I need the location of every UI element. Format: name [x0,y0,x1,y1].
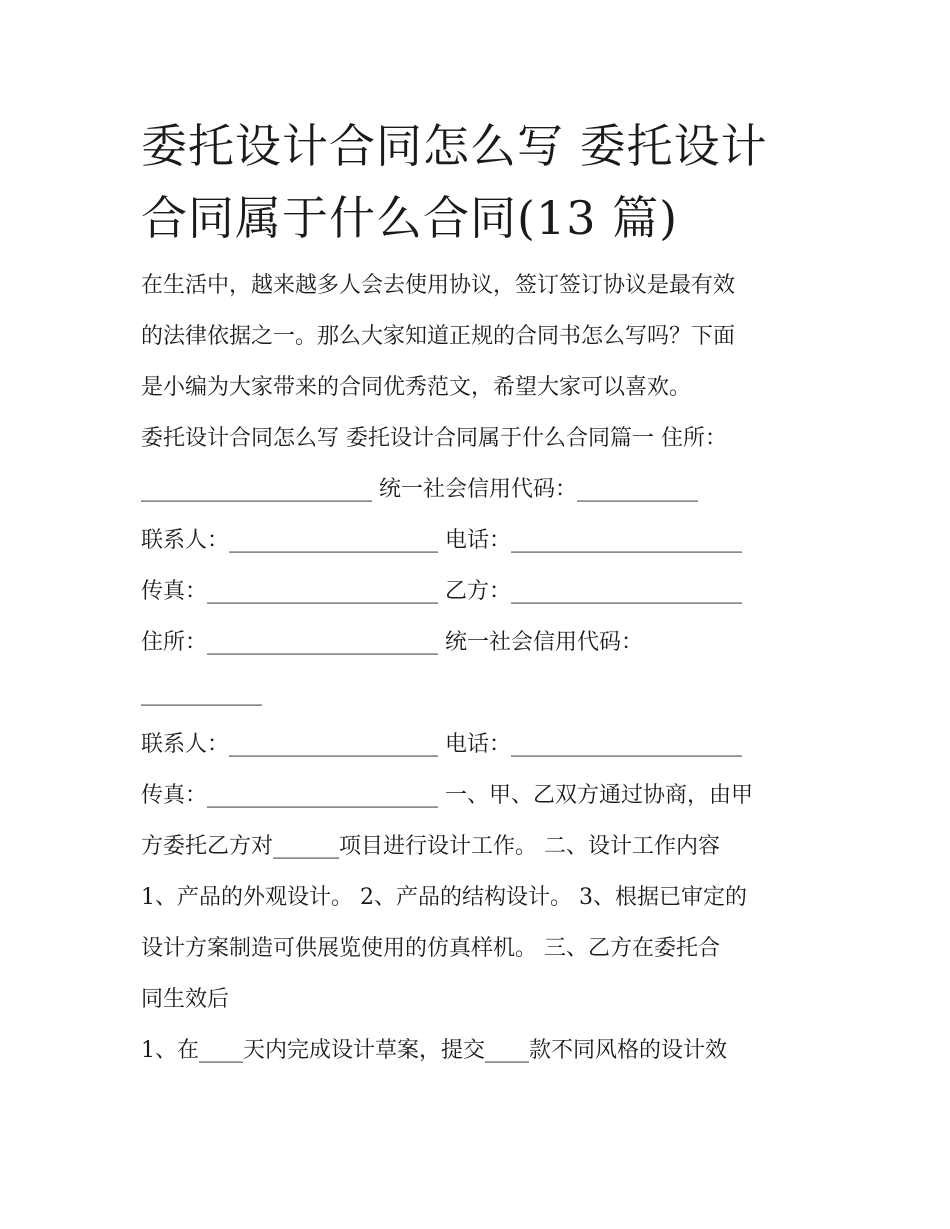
title-line-2: 合同属于什么合同(13 篇) [141,191,679,245]
body-line: 设计方案制造可供展览使用的仿真样机。 三、乙方在委托合 [141,936,720,961]
body-line: ___________ [141,681,262,706]
body-line: 住所：_____________________ 统一社会信用代码： [141,630,643,655]
body-line: 同生效后 [141,987,230,1012]
body-line: 联系人：___________________ 电话：_____________________ [141,732,742,757]
body-line: 传真：_____________________ 乙方：_____________________ [141,579,742,604]
body-line: 委托设计合同怎么写 委托设计合同属于什么合同篇一 住所： [141,426,727,451]
body-line: 方委托乙方对______项目进行设计工作。 二、设计工作内容 [141,834,720,859]
body-line: 联系人：___________________ 电话：_____________________ [141,528,742,553]
body-line: 的法律依据之一。那么大家知道正规的合同书怎么写吗？下面 [141,324,736,349]
document-title [141,110,821,254]
body-line: _____________________ 统一社会信用代码：___________ [141,477,698,502]
document-page [141,110,821,1076]
body-line: 1、在____天内完成设计草案，提交____款不同风格的设计效 [141,1038,727,1063]
body-line: 1、产品的外观设计。 2、产品的结构设计。 3、根据已审定的 [141,885,747,910]
body-line: 在生活中，越来越多人会去使用协议，签订签订协议是最有效 [141,273,736,298]
body-line: 传真：_____________________ 一、甲、乙双方通过协商，由甲 [141,783,753,808]
body-line: 是小编为大家带来的合同优秀范文，希望大家可以喜欢。 [141,375,692,400]
title-line-1: 委托设计合同怎么写 委托设计 [141,119,768,173]
document-body [141,260,821,1076]
